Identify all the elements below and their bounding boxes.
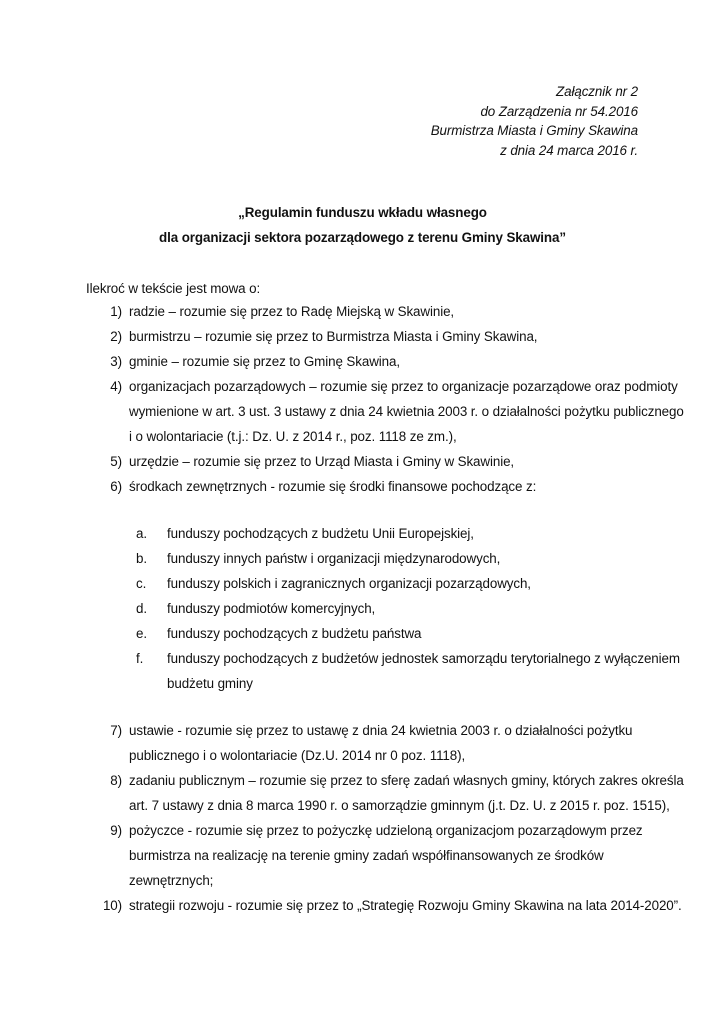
sublist-item: [0, 524, 725, 549]
sublist-marker: b.: [136, 551, 147, 566]
list-item-text: wymienione w art. 3 ust. 3 ustawy z dnia 24 kwietnia 2003 r. o działalności pożytku publicznego: [129, 404, 684, 419]
list-item: [0, 452, 725, 477]
list-item-text: funduszy podmiotów komercyjnych,: [167, 601, 376, 616]
list-item-text: urzędzie – rozumie się przez to Urząd Miasta i Gminy w Skawinie,: [129, 454, 515, 469]
list-item-text: ustawie - rozumie się przez to ustawę z dnia 24 kwietnia 2003 r. o działalności pożytku: [129, 723, 633, 738]
list-item-text: burmistrza na realizację na terenie gminy zadań współfinansowanych ze środków: [129, 848, 604, 863]
list-item: [0, 771, 725, 821]
attachment-header: [431, 82, 638, 160]
list-item-text: gminie – rozumie się przez to Gminę Skawina,: [129, 354, 400, 369]
intro-text: Ilekroć w tekście jest mowa o:: [86, 281, 261, 296]
document-title: [0, 200, 725, 250]
list-item-text: funduszy innych państw i organizacji międzynarodowych,: [167, 551, 501, 566]
list-number: 2): [110, 329, 122, 344]
list-number: 3): [110, 354, 122, 369]
list-item-text: funduszy polskich i zagranicznych organizacji pozarządowych,: [167, 576, 531, 591]
list-item-text: zadaniu publicznym – rozumie się przez to sferę zadań własnych gminy, których zakres określa: [129, 773, 684, 788]
list-item-text: art. 7 ustawy z dnia 8 marca 1990 r. o samorządzie gminnym (j.t. Dz. U. z 2015 r. poz. 1515),: [129, 798, 670, 813]
list-item: [0, 821, 725, 896]
list-item: [0, 377, 725, 452]
list-item: [0, 896, 725, 921]
list-item-text: radzie – rozumie się przez to Radę Miejską w Skawinie,: [129, 304, 455, 319]
header-line: z dnia 24 marca 2016 r.: [500, 142, 638, 158]
header-line: Burmistrza Miasta i Gminy Skawina: [430, 123, 638, 138]
list-item-text: i o wolontariacie (t.j.: Dz. U. z 2014 r., poz. 1118 ze zm.),: [129, 429, 457, 444]
list-number: 4): [110, 379, 122, 394]
list-item: [0, 721, 725, 771]
list-item-text: strategii rozwoju - rozumie się przez to „Strategię Rozwoju Gminy Skawina na lata 2014-2020”.: [129, 898, 682, 913]
list-item: [0, 352, 725, 377]
list-number: 1): [110, 304, 122, 319]
list-item: [0, 302, 725, 327]
title-line: dla organizacji sektora pozarządowego z terenu Gminy Skawina”: [159, 230, 566, 245]
list-number: 8): [110, 773, 122, 788]
header-line: Załącznik nr 2: [556, 84, 638, 99]
sublist-marker: e.: [136, 626, 147, 641]
sublist-item: [0, 549, 725, 574]
list-item: [0, 477, 725, 502]
sublist-marker: d.: [136, 601, 147, 616]
list-item-text: funduszy pochodzących z budżetu Unii Europejskiej,: [167, 526, 474, 541]
list-item-text: burmistrzu – rozumie się przez to Burmistrza Miasta i Gminy Skawina,: [129, 329, 538, 344]
list-number: 7): [110, 723, 122, 738]
sublist-marker: c.: [136, 576, 147, 591]
list-item-text: budżetu gminy: [167, 676, 253, 691]
list-number: 9): [110, 823, 122, 838]
list-item-text: pożyczce - rozumie się przez to pożyczkę udzieloną organizacjom pozarządowym przez: [129, 823, 643, 838]
sublist-item: [0, 624, 725, 649]
list-number: 10): [102, 898, 122, 913]
list-item-text: zewnętrznych;: [129, 873, 214, 888]
sublist-item: [0, 574, 725, 599]
list-item-text: publicznego i o wolontariacie (Dz.U. 2014 nr 0 poz. 1118),: [129, 748, 466, 763]
list-item-text: środkach zewnętrznych - rozumie się środki finansowe pochodzące z:: [129, 479, 537, 494]
list-item: [0, 327, 725, 352]
header-line: do Zarządzenia nr 54.2016: [480, 103, 638, 119]
list-item-text: funduszy pochodzących z budżetu państwa: [167, 626, 422, 641]
list-item-text: funduszy pochodzących z budżetów jednostek samorządu terytorialnego z wyłączeniem: [167, 651, 680, 666]
sublist-item: [0, 649, 725, 699]
list-item-text: organizacjach pozarządowych – rozumie się przez to organizacje pozarządowe oraz podmioty: [129, 379, 678, 394]
list-number: 6): [110, 479, 122, 494]
sublist-item: [0, 599, 725, 624]
sublist-marker: a.: [136, 526, 147, 541]
title-line: „Regulamin funduszu wkładu własnego: [238, 205, 487, 220]
sublist-marker: f.: [136, 651, 144, 666]
list-number: 5): [110, 454, 122, 469]
